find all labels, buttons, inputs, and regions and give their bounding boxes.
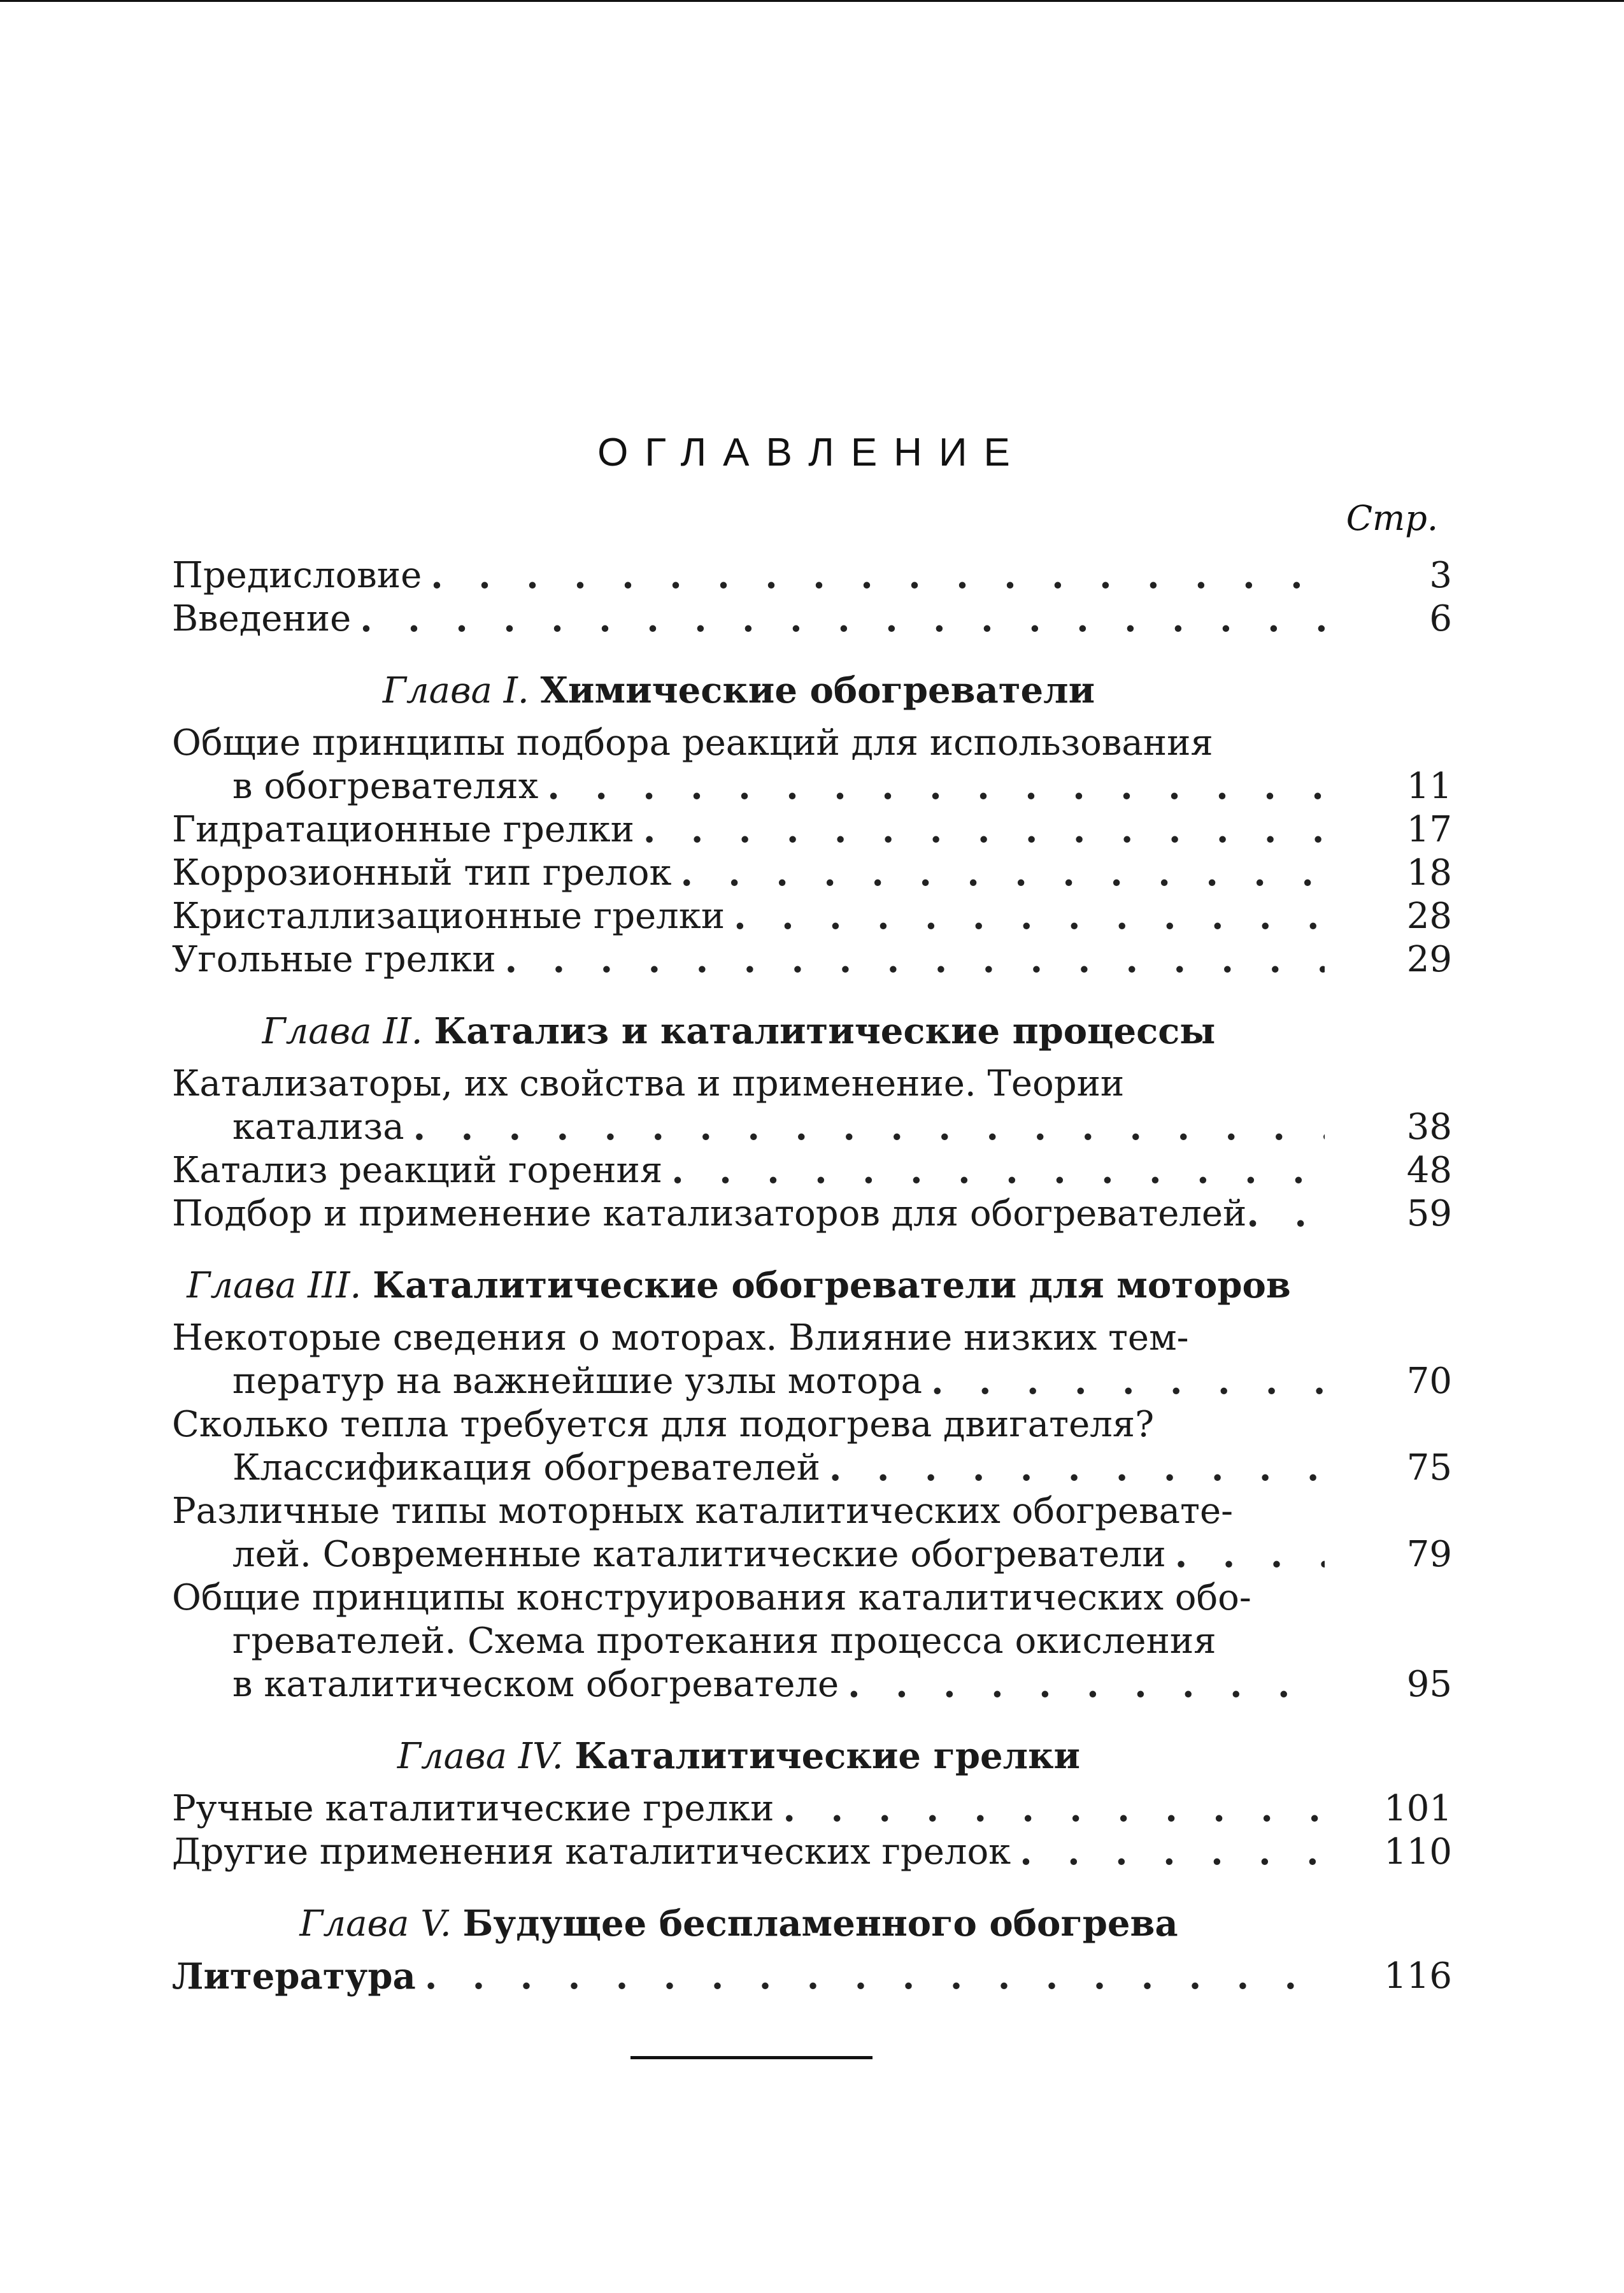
dot-leader (413, 1106, 1325, 1149)
toc-entry-label: в обогревателях (232, 766, 539, 807)
toc-entry-page: 3 (1429, 555, 1452, 596)
toc-entry-page: 116 (1384, 1955, 1452, 1997)
chapter-heading-2 (172, 1010, 1306, 1054)
end-divider (630, 2056, 873, 2059)
dot-leader (547, 765, 1325, 808)
toc-entry-label: Угольные грелки (172, 939, 496, 980)
toc-entry-page: 110 (1384, 1831, 1452, 1873)
chapter-label: Глава IV. (397, 1736, 564, 1777)
toc-entry-label: в каталитическом обогревателе (232, 1664, 839, 1705)
toc-entry-literature[interactable] (172, 1955, 1452, 1998)
toc-entry[interactable] (172, 1831, 1452, 1874)
dot-leader (680, 852, 1325, 895)
toc-entry-page: 6 (1429, 598, 1452, 639)
toc-entry-label: Кристаллизационные грелки (172, 896, 725, 937)
chapter-title: Химические обогреватели (540, 669, 1095, 711)
toc-entry-label: Катализ реакций горения (172, 1150, 663, 1191)
toc-entry-page: 95 (1406, 1664, 1452, 1705)
toc-entry[interactable] (172, 1787, 1452, 1831)
toc-entry[interactable] (172, 1192, 1452, 1236)
toc-page (172, 0, 1452, 2293)
dot-leader (931, 1360, 1325, 1403)
toc-entry-label: Предисловие (172, 555, 422, 596)
toc-entry-label: Ручные каталитические грелки (172, 1788, 774, 1829)
toc-entry[interactable] (172, 852, 1452, 895)
toc-entry[interactable] (172, 1447, 1452, 1490)
dot-leader (734, 895, 1325, 938)
chapter-label: Глава II. (262, 1011, 423, 1052)
dot-leader (425, 1955, 1325, 1998)
toc-entry[interactable] (172, 808, 1452, 852)
chapter-heading-1 (172, 669, 1306, 713)
toc-entry-page: 48 (1406, 1150, 1452, 1191)
toc-entry-label: ператур на важнейшие узлы мотора (232, 1361, 922, 1402)
dot-leader (1175, 1533, 1325, 1576)
toc-entry-preface[interactable] (172, 554, 1452, 597)
toc-entry[interactable] (172, 1149, 1452, 1192)
toc-entry-page: 79 (1406, 1534, 1452, 1575)
dot-leader (1020, 1831, 1325, 1874)
toc-entry[interactable] (172, 1663, 1452, 1706)
chapter-heading-4 (172, 1734, 1306, 1778)
toc-entry-introduction[interactable] (172, 597, 1452, 641)
toc-entry[interactable] (172, 1360, 1452, 1403)
toc-entry-line[interactable]: Общие принципы конструирования каталитических обо- (172, 1577, 1251, 1618)
toc-entry-page: 11 (1406, 766, 1452, 807)
dot-leader (360, 597, 1325, 641)
chapter-title: Каталитические грелки (574, 1735, 1081, 1777)
dot-leader (643, 808, 1325, 852)
dot-leader (783, 1787, 1325, 1831)
toc-entry-label: катализа (232, 1106, 404, 1148)
dot-leader (671, 1149, 1325, 1192)
toc-entry-line[interactable]: Сколько тепла требуется для подогрева двигателя? (172, 1404, 1155, 1445)
chapter-title: Будущее беспламенного обогрева (462, 1903, 1178, 1945)
toc-entry[interactable] (172, 1106, 1452, 1149)
toc-entry-line[interactable]: Различные типы моторных каталитических обогревате- (172, 1490, 1234, 1532)
chapter-title: Катализ и каталитические процессы (434, 1010, 1216, 1052)
chapter-label: Глава I. (382, 670, 529, 711)
chapter-label: Глава III. (187, 1265, 362, 1306)
toc-entry-label: Другие применения каталитических грелок (172, 1831, 1011, 1873)
toc-entry-page: 29 (1406, 939, 1452, 980)
toc-entry-line[interactable]: Некоторые сведения о моторах. Влияние низких тем- (172, 1317, 1189, 1359)
chapter-label: Глава V. (299, 1903, 452, 1945)
page-column-label: Стр. (1346, 498, 1438, 538)
chapter-heading-5 (172, 1902, 1306, 1946)
dot-leader (848, 1663, 1325, 1706)
toc-entry-page: 75 (1406, 1447, 1452, 1489)
toc-entry-page: 101 (1384, 1788, 1452, 1829)
toc-entry-page: 18 (1406, 852, 1452, 894)
toc-entry-page: 38 (1406, 1106, 1452, 1148)
chapter-title: Каталитические обогреватели для моторов (373, 1264, 1291, 1306)
toc-entry-label: Коррозионный тип грелок (172, 852, 672, 894)
toc-entry-page: 17 (1406, 809, 1452, 850)
toc-entry-label: Введение (172, 598, 352, 639)
dot-leader (1246, 1192, 1325, 1236)
toc-entry-page: 70 (1406, 1361, 1452, 1402)
toc-entry-label: Литература (172, 1955, 416, 1997)
toc-entry[interactable] (172, 1533, 1452, 1576)
table-of-contents (172, 554, 1452, 1998)
toc-entry-label: лей. Современные каталитические обогреватели (232, 1534, 1166, 1575)
page-title: ОГЛАВЛЕНИЕ (597, 431, 1027, 475)
toc-entry-page: 59 (1406, 1193, 1452, 1234)
toc-entry-label: Подбор и применение катализаторов для обогревателей (172, 1193, 1247, 1234)
toc-entry-label: Гидратационные грелки (172, 809, 634, 850)
dot-leader (829, 1447, 1325, 1490)
toc-entry-line[interactable]: гревателей. Схема протекания процесса окисления (232, 1620, 1216, 1662)
toc-entry-line[interactable]: Катализаторы, их свойства и применение. Теории (172, 1063, 1125, 1104)
dot-leader (505, 938, 1325, 982)
toc-entry[interactable] (172, 938, 1452, 982)
toc-entry[interactable] (172, 765, 1452, 808)
dot-leader (431, 554, 1325, 597)
chapter-heading-3 (172, 1264, 1306, 1308)
toc-entry-line[interactable]: Общие принципы подбора реакций для использования (172, 722, 1213, 764)
toc-entry-label: Классификация обогревателей (232, 1447, 820, 1489)
toc-entry-page: 28 (1406, 896, 1452, 937)
toc-entry[interactable] (172, 895, 1452, 938)
